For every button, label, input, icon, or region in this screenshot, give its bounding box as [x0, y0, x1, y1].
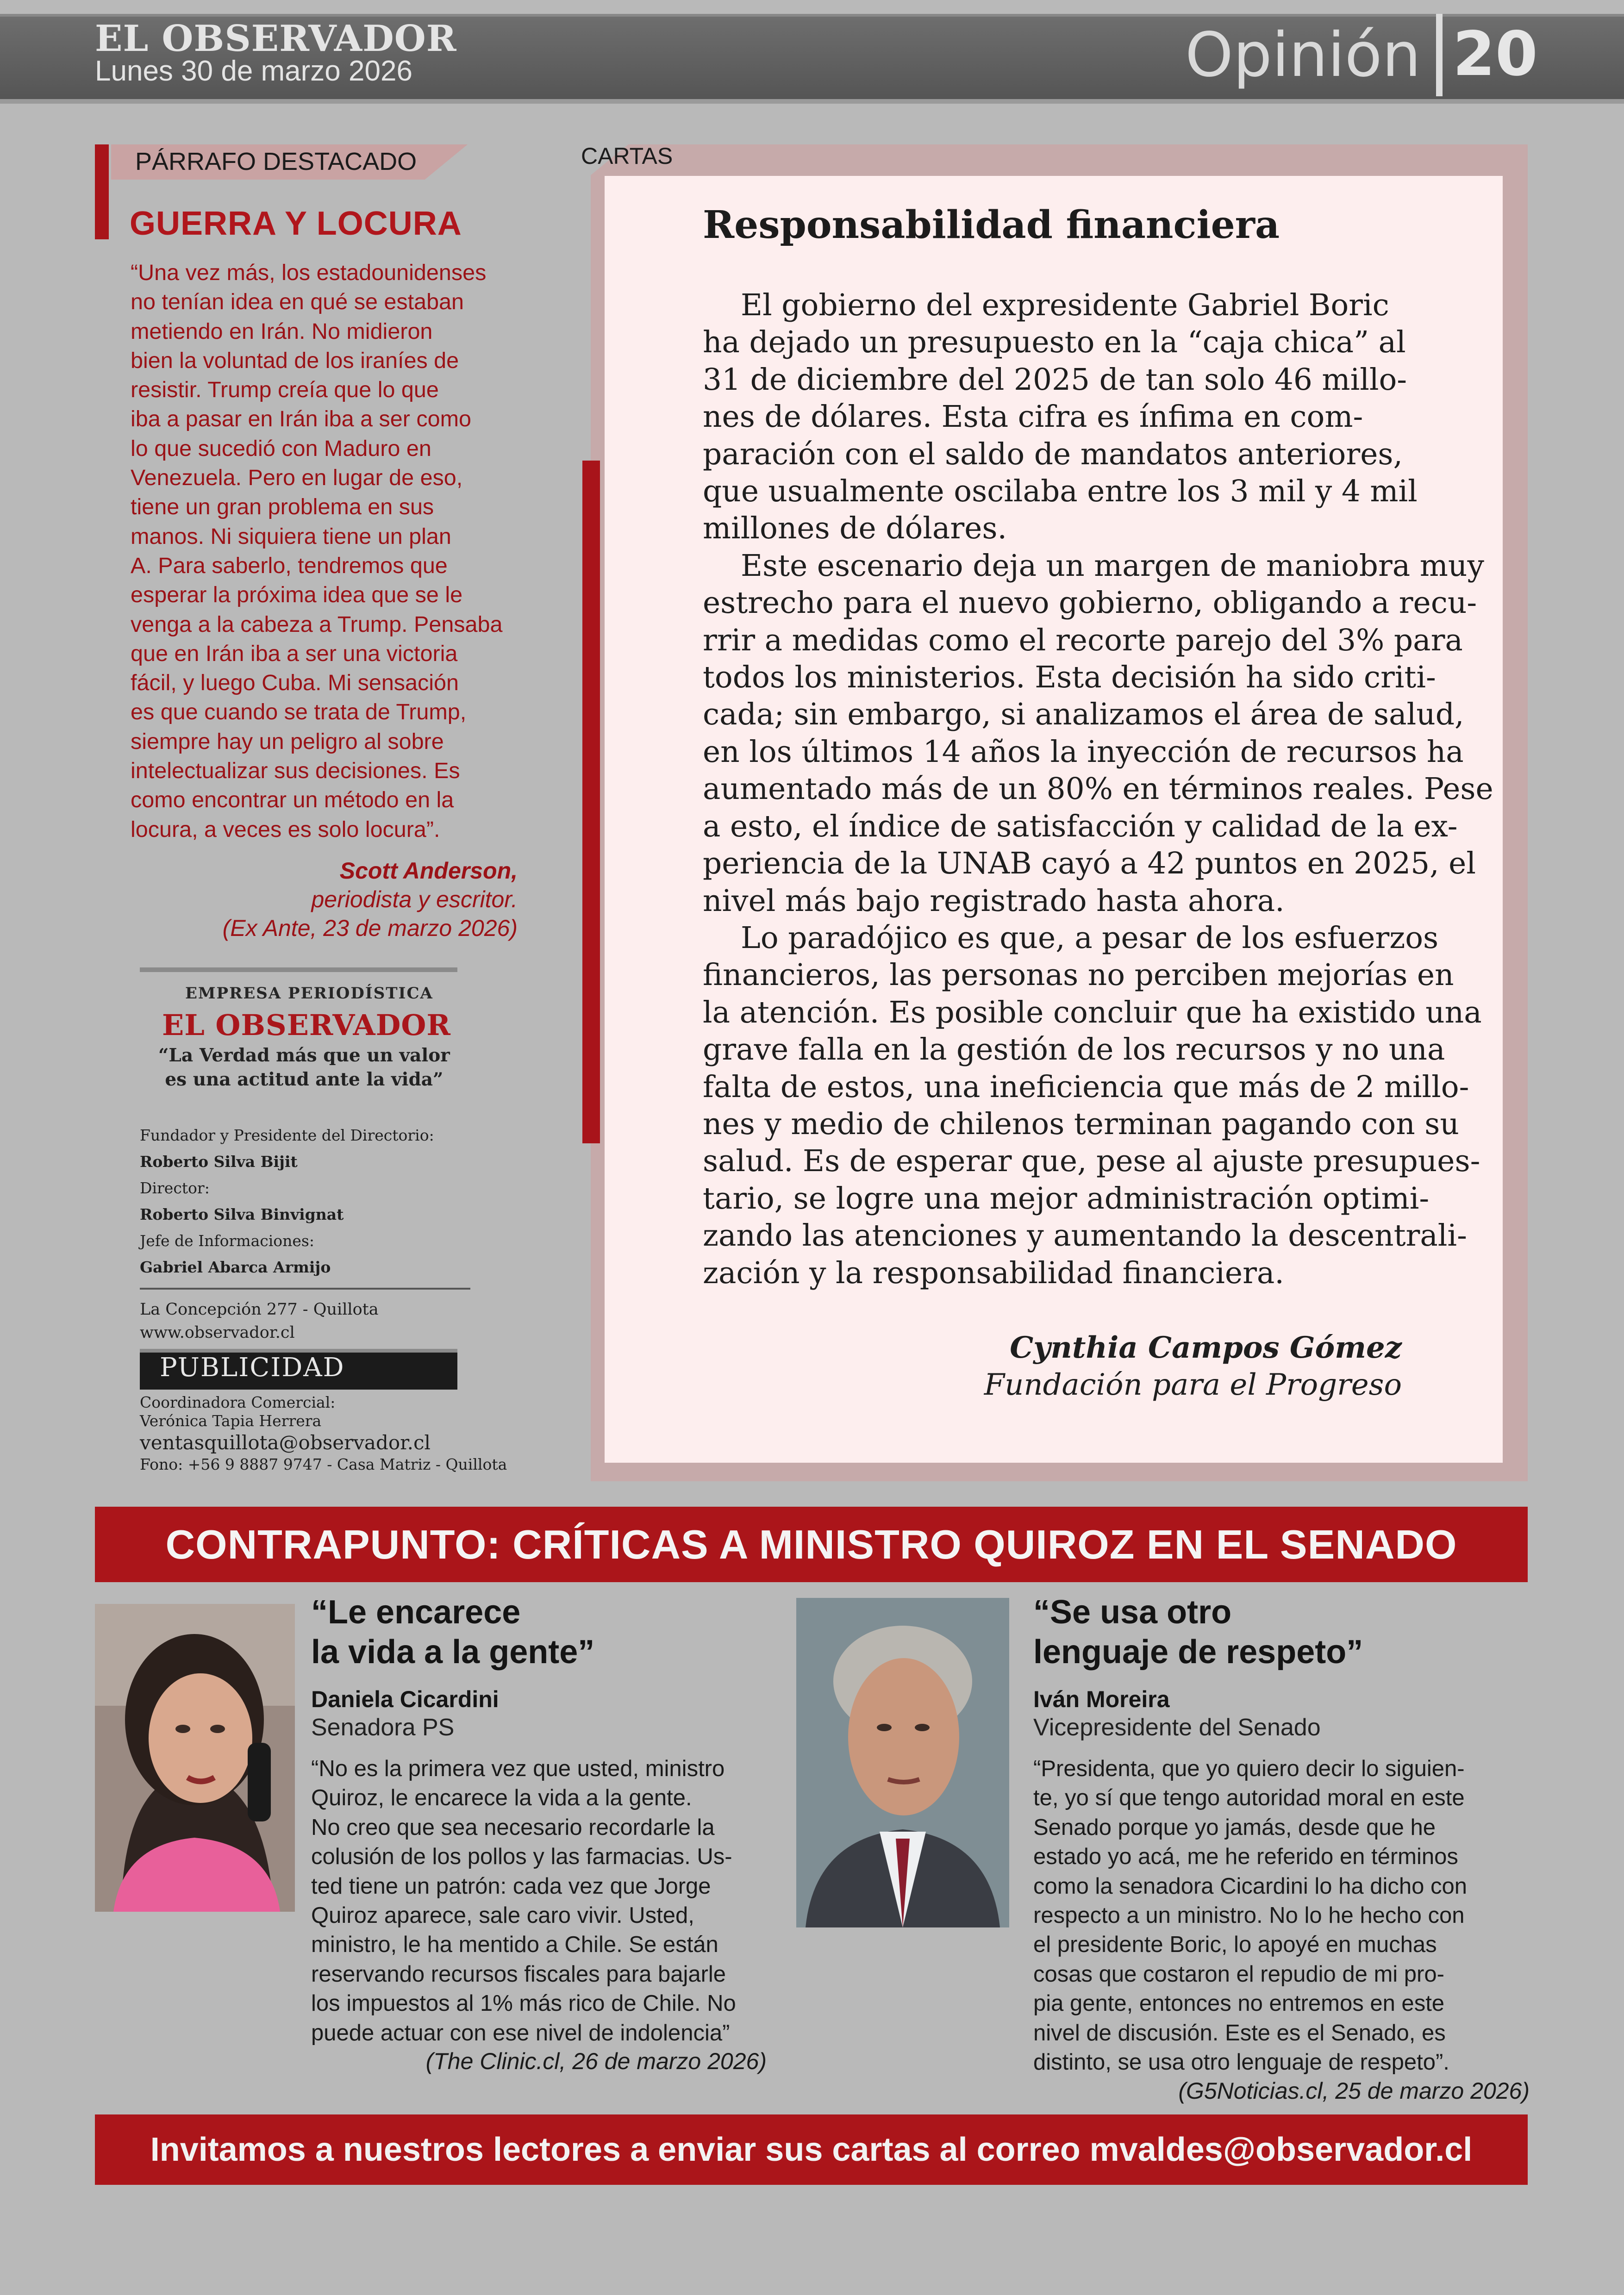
quote-line: iba a pasar en Irán iba a ser como — [131, 406, 472, 432]
moreira-quote — [1033, 1754, 1467, 2077]
photo-daniela-cicardini — [95, 1604, 295, 1912]
featured-author-name: Scott Anderson, — [339, 858, 518, 884]
letter-line: millones de dólares. — [703, 511, 1007, 546]
staff-role: Jefe de Informaciones: — [140, 1232, 314, 1250]
moreira-headline — [1033, 1592, 1363, 1672]
quote-line: te, yo sí que tengo autoridad moral en este — [1033, 1785, 1465, 1811]
letter-line: tario, se logre una mejor administración optimi- — [703, 1181, 1430, 1216]
header-divider — [1436, 14, 1443, 96]
letter-line: cada; sin embargo, si analizamos el área de salud, — [703, 697, 1464, 732]
contrapunto-title: CONTRAPUNTO: CRÍTICAS A MINISTRO QUIROZ EN EL SENADO — [165, 1521, 1457, 1567]
letter-line: zando las atenciones y aumentando la descentrali- — [703, 1218, 1467, 1254]
letter-line: la atención. Es posible concluir que ha existido una — [703, 995, 1482, 1030]
letter-line: en los últimos 14 años la inyección de recursos ha — [703, 734, 1464, 769]
quote-line: fácil, y luego Cuba. Mi sensación — [131, 670, 459, 696]
footer-banner — [95, 2114, 1528, 2185]
letter-body — [703, 287, 1493, 1292]
letter-line: El gobierno del expresidente Gabriel Boric — [703, 288, 1389, 323]
moreira-role: Vicepresidente del Senado — [1033, 1714, 1321, 1741]
ads-coordinator-role: Coordinadora Comercial: — [140, 1393, 336, 1411]
featured-author-role: periodista y escritor. — [311, 886, 518, 912]
divider — [140, 1288, 470, 1290]
ads-contact — [140, 1393, 507, 1474]
staff-person: Gabriel Abarca Armijo — [140, 1258, 331, 1276]
quote-line: A. Para saberlo, tendremos que — [131, 553, 448, 578]
quote-line: cosas que costaron el repudio de mi pro- — [1033, 1961, 1444, 1987]
cicardini-name: Daniela Cicardini — [311, 1686, 499, 1712]
quote-line: “Una vez más, los estadounidenses — [131, 260, 487, 285]
motto-line: “La Verdad más que un valor — [158, 1045, 450, 1066]
letter-line: 31 de diciembre del 2025 de tan solo 46 millo- — [703, 362, 1407, 397]
letter-author: Cynthia Campos Gómez — [1010, 1330, 1402, 1365]
letter-line: ha dejado un presupuesto en la “caja chica” al — [703, 325, 1406, 360]
quote-line: no tenían idea en qué se estaban — [131, 289, 464, 315]
staff-role: Fundador y Presidente del Directorio: — [140, 1126, 434, 1144]
featured-attribution — [223, 856, 518, 942]
cicardini-source: (The Clinic.cl, 26 de marzo 2026) — [425, 2048, 767, 2074]
letter-organization: Fundación para el Progreso — [984, 1368, 1402, 1402]
letter-line: Lo paradójico es que, a pesar de los esfuerzos — [703, 920, 1439, 955]
quote-line: como encontrar un método en la — [131, 787, 454, 813]
quote-line: “No es la primera vez que usted, ministro — [311, 1756, 725, 1781]
letter-line: nes y medio de chilenos terminan pagando con su — [703, 1106, 1459, 1141]
moreira-source: (G5Noticias.cl, 25 de marzo 2026) — [1178, 2078, 1530, 2104]
quote-line: colusión de los pollos y las farmacias. Us- — [311, 1844, 732, 1870]
contrapunto-banner — [95, 1507, 1528, 1582]
street-address: La Concepción 277 - Quillota — [140, 1300, 379, 1319]
quote-line: puede actuar con ese nivel de indolencia” — [311, 2020, 730, 2046]
photo-ivan-moreira — [796, 1598, 1009, 1927]
quote-line: bien la voluntad de los iraníes de — [131, 348, 459, 373]
cicardini-role: Senadora PS — [311, 1714, 455, 1741]
quote-line: lo que sucedió con Maduro en — [131, 436, 431, 461]
letter-line: grave falla en la gestión de los recursos y no una — [703, 1032, 1445, 1067]
featured-quote — [131, 258, 529, 844]
quote-line: No creo que sea necesario recordarle la — [311, 1815, 715, 1840]
quote-line: Quiroz, le encarece la vida a la gente. — [311, 1785, 692, 1811]
quote-line: Senado porque yo jamás, desde que he — [1033, 1815, 1436, 1840]
featured-label: PÁRRAFO DESTACADO — [135, 148, 417, 175]
motto — [158, 1043, 450, 1091]
portrait-woman-icon — [95, 1604, 295, 1912]
masthead: EL OBSERVADOR — [95, 18, 457, 60]
portrait-man-icon — [796, 1598, 1009, 1927]
quote-line: reservando recursos fiscales para bajarle — [311, 1961, 726, 1987]
staff-list — [140, 1122, 434, 1280]
letter-line: estrecho para el nuevo gobierno, obligando a recu- — [703, 586, 1477, 621]
cicardini-headline — [311, 1592, 594, 1672]
letter-line: a esto, el índice de satisfacción y calidad de la ex- — [703, 809, 1458, 844]
ads-email-link[interactable]: ventasquillota@observador.cl — [140, 1431, 431, 1454]
letter-line: paración con el saldo de mandatos anteriores, — [703, 437, 1403, 472]
publisher-name: EL OBSERVADOR — [162, 1008, 451, 1042]
letter-line: nivel más bajo registrado hasta ahora. — [703, 883, 1285, 918]
quote-line: esperar la próxima idea que se le — [131, 582, 463, 608]
address-block — [140, 1298, 379, 1344]
headline-line: lenguaje de respeto” — [1033, 1634, 1363, 1671]
quote-line: pia gente, entonces no entremos en este — [1033, 1991, 1445, 2016]
quote-line: manos. Ni siquiera tiene un plan — [131, 524, 451, 549]
motto-line: es una actitud ante la vida” — [165, 1069, 443, 1090]
letter-line: que usualmente oscilaba entre los 3 mil y 4 mil — [703, 474, 1418, 509]
quote-line: Venezuela. Pero en lugar de eso, — [131, 465, 463, 491]
letter-line: rrir a medidas como el recorte parejo del 3% para — [703, 623, 1463, 658]
website-link[interactable]: www.observador.cl — [140, 1323, 295, 1342]
featured-source: (Ex Ante, 23 de marzo 2026) — [222, 915, 518, 941]
quote-line: tiene un gran problema en sus — [131, 494, 434, 520]
quote-line: metiendo en Irán. No midieron — [131, 318, 433, 344]
quote-line: es que cuando se trata de Trump, — [131, 699, 467, 725]
quote-line: Quiroz aparece, sale caro vivir. Usted, — [311, 1903, 694, 1928]
ads-coordinator-name: Verónica Tapia Herrera — [140, 1412, 322, 1430]
cicardini-quote — [311, 1754, 736, 2048]
letter-line: salud. Es de esperar que, pese al ajuste presupues- — [703, 1144, 1480, 1179]
letter-line: aumentado más de un 80% en términos reales. Pese — [703, 772, 1493, 807]
quote-line: que en Irán iba a ser una victoria — [131, 641, 458, 666]
page-number: 20 — [1453, 19, 1538, 90]
quote-line: el presidente Boric, lo apoyé en muchas — [1033, 1932, 1437, 1958]
quote-line: estado yo acá, me he referido en términos — [1033, 1844, 1458, 1870]
quote-line: ted tiene un patrón: cada vez que Jorge — [311, 1873, 711, 1899]
phone: Fono: +56 9 8887 9747 - Casa Matriz - Quillota — [140, 1455, 507, 1473]
ads-label: PUBLICIDAD — [160, 1353, 345, 1383]
divider — [140, 967, 457, 972]
headline-line: la vida a la gente” — [311, 1634, 595, 1671]
quote-line: respecto a un ministro. No lo he hecho con — [1033, 1903, 1465, 1928]
moreira-name: Iván Moreira — [1033, 1686, 1170, 1712]
quote-line: los impuestos al 1% más rico de Chile. No — [311, 1991, 736, 2016]
letters-invitation: Invitamos a nuestros lectores a enviar sus cartas al correo mvaldes@observador.cl — [150, 2131, 1473, 2168]
quote-line: “Presidenta, que yo quiero decir lo siguien- — [1033, 1756, 1465, 1781]
letter-line: financieros, las personas no perciben mejorías en — [703, 958, 1454, 993]
letter-line: nes de dólares. Esta cifra es ínfima en com- — [703, 399, 1363, 435]
letter-line: zación y la responsabilidad financiera. — [703, 1255, 1284, 1291]
issue-date: Lunes 30 de marzo 2026 — [95, 55, 412, 87]
featured-headline: GUERRA Y LOCURA — [130, 205, 462, 242]
quote-line: venga a la cabeza a Trump. Pensaba — [131, 611, 503, 637]
letter-line: todos los ministerios. Esta decisión ha sido criti- — [703, 660, 1436, 695]
staff-role: Director: — [140, 1179, 210, 1197]
quote-line: resistir. Trump creía que lo que — [131, 377, 439, 403]
quote-line: nivel de discusión. Este es el Senado, es — [1033, 2020, 1446, 2046]
section-title: Opinión — [1185, 19, 1421, 91]
quote-line: distinto, se usa otro lenguaje de respeto”. — [1033, 2050, 1449, 2075]
headline-line: “Se usa otro — [1033, 1594, 1232, 1631]
quote-line: ministro, le ha mentido a Chile. Se están — [311, 1932, 718, 1958]
letters-section-label: CARTAS — [581, 143, 673, 169]
quote-line: locura, a veces es solo locura”. — [131, 817, 440, 842]
headline-line: “Le encarece — [311, 1594, 521, 1631]
letter-line: periencia de la UNAB cayó a 42 puntos en 2025, el — [703, 846, 1476, 881]
quote-line: siempre hay un peligro al sobre — [131, 729, 444, 754]
letter-title: Responsabilidad financiera — [703, 203, 1280, 247]
staff-person: Roberto Silva Binvignat — [140, 1205, 344, 1223]
featured-accent-bar — [95, 144, 109, 239]
letter-line: Este escenario deja un margen de maniobra muy — [703, 548, 1484, 583]
publisher-label: EMPRESA PERIODÍSTICA — [185, 984, 433, 1003]
letters-accent-bar — [582, 461, 600, 1143]
letter-line: falta de estos, una ineficiencia que más de 2 millo- — [703, 1069, 1469, 1104]
quote-line: intelectualizar sus decisiones. Es — [131, 758, 460, 784]
quote-line: como la senadora Cicardini lo ha dicho con — [1033, 1873, 1467, 1899]
staff-person: Roberto Silva Bijit — [140, 1153, 298, 1171]
letter-signature — [984, 1329, 1402, 1403]
